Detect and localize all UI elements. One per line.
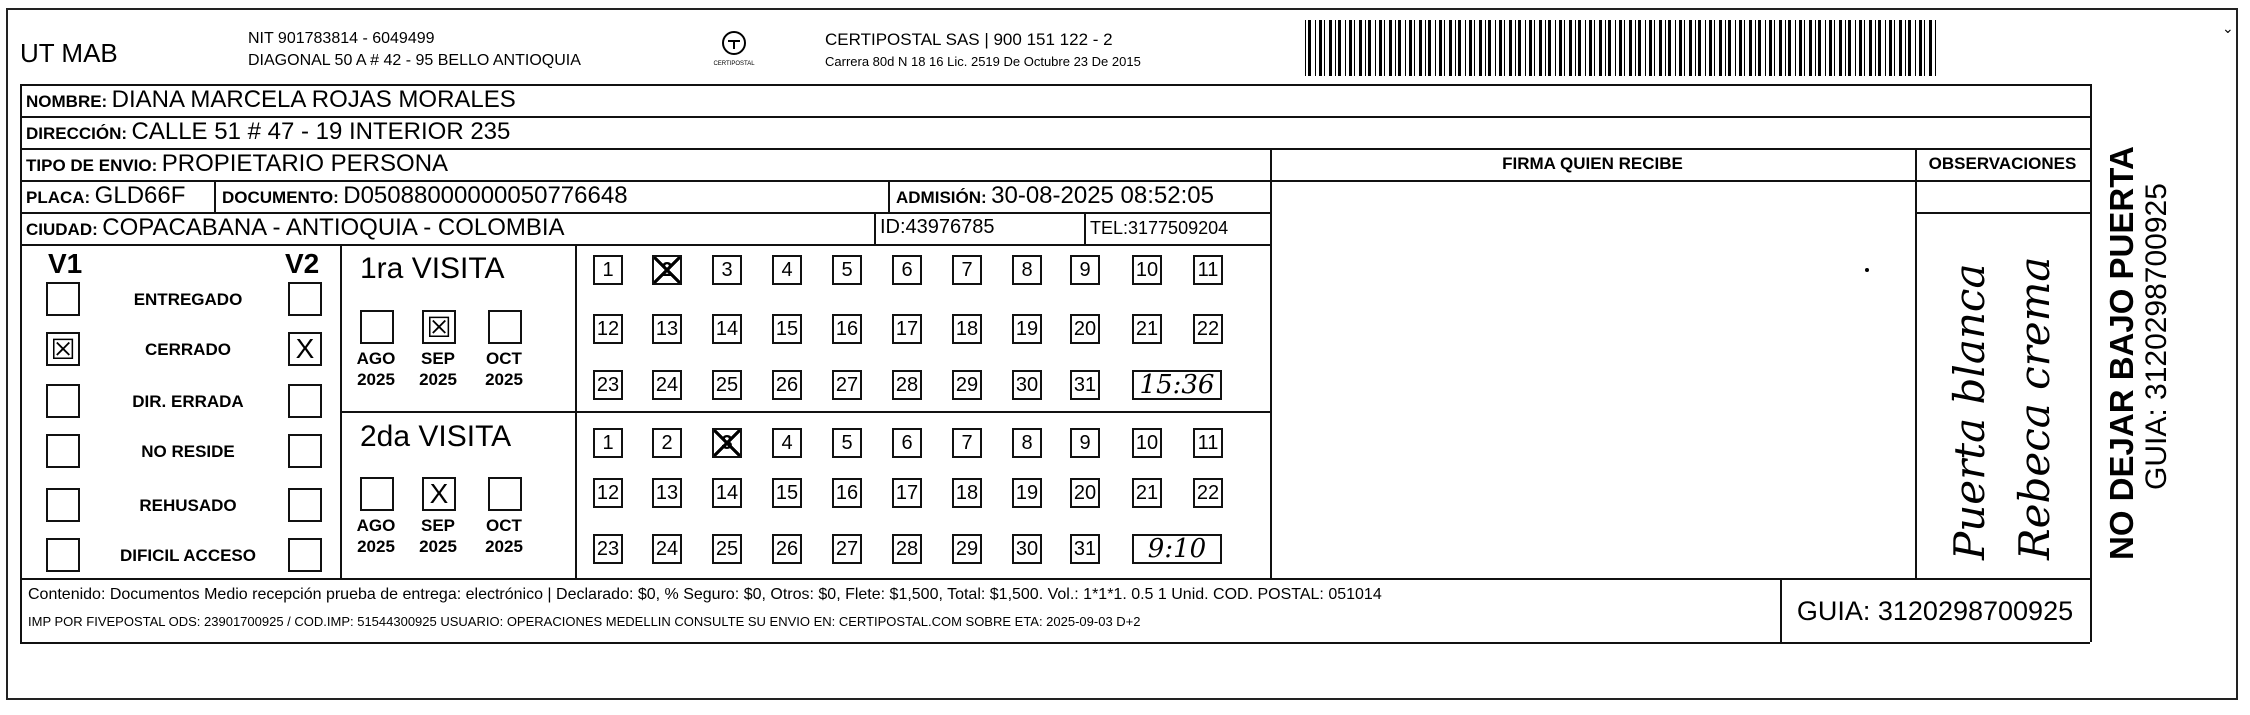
barcode-bar	[1529, 20, 1532, 76]
direccion-value: CALLE 51 # 47 - 19 INTERIOR 235	[131, 118, 511, 145]
barcode-bar	[1619, 20, 1622, 76]
day-box[interactable]: 9	[1070, 428, 1100, 458]
barcode-bar	[1929, 20, 1932, 76]
day-box[interactable]: 16	[832, 314, 862, 344]
month-label: OCT 2025	[485, 516, 523, 556]
visit1-title: 1ra VISITA	[360, 252, 505, 285]
month-checkbox[interactable]: X	[422, 477, 456, 511]
barcode-bar	[1834, 20, 1835, 76]
barcode-bar	[1878, 20, 1881, 76]
v2-checkbox[interactable]	[288, 538, 322, 572]
barcode-bar	[1869, 20, 1872, 76]
barcode-bar	[1384, 20, 1385, 76]
day-box[interactable]: 9	[1070, 255, 1100, 285]
day-box[interactable]: 11	[1193, 428, 1223, 458]
admision-label: ADMISIÓN:	[896, 188, 987, 207]
barcode-bar	[1608, 20, 1611, 76]
barcode	[1305, 20, 1940, 76]
placa-value: GLD66F	[94, 182, 186, 209]
v1-checkbox[interactable]	[46, 434, 80, 468]
status-label: NO RESIDE	[141, 442, 235, 461]
day-box[interactable]: 22	[1193, 478, 1223, 508]
certipostal-logo: CERTIPOSTAL	[710, 30, 758, 67]
documento-value: D05088000000050776648	[343, 182, 628, 209]
barcode-bar	[1659, 20, 1662, 76]
barcode-bar	[1848, 20, 1851, 76]
barcode-bar	[1594, 20, 1595, 76]
corner-mark: ⌄	[2222, 20, 2234, 36]
ciudad-value: COPACABANA - ANTIOQUIA - COLOMBIA	[102, 214, 565, 241]
day-box[interactable]: 4	[772, 255, 802, 285]
barcode-bar	[1435, 20, 1436, 76]
day-box[interactable]: 13	[652, 314, 682, 344]
day-box[interactable]: 12	[593, 478, 623, 508]
barcode-bar	[1815, 20, 1816, 76]
day-box[interactable]: 26	[772, 370, 802, 400]
placa-label: PLACA:	[26, 188, 91, 207]
barcode-bar	[1799, 20, 1802, 76]
day-box[interactable]: 24	[652, 370, 682, 400]
side-guia: GUIA: 3120298700925	[2140, 183, 2173, 490]
barcode-bar	[1458, 20, 1461, 76]
barcode-bar	[1709, 20, 1712, 76]
observacion-line-1: Puerta blanca	[1945, 263, 1994, 560]
day-box[interactable]: 29	[952, 370, 982, 400]
barcode-bar	[1818, 20, 1821, 76]
day-box[interactable]: 14	[712, 314, 742, 344]
barcode-bar	[1649, 20, 1652, 76]
barcode-bar	[1875, 20, 1876, 76]
v1-checkbox[interactable]: ☒	[46, 332, 80, 366]
day-box[interactable]: 28	[892, 370, 922, 400]
barcode-bar	[1744, 20, 1745, 76]
day-box[interactable]: 8	[1012, 255, 1042, 285]
nombre-value: DIANA MARCELA ROJAS MORALES	[111, 86, 516, 113]
barcode-bar	[1749, 20, 1752, 76]
day-box[interactable]: 19	[1012, 314, 1042, 344]
barcode-bar	[1855, 20, 1856, 76]
day-box[interactable]: 10	[1132, 428, 1162, 458]
day-box[interactable]: 6	[892, 255, 922, 285]
month-checkbox[interactable]	[488, 477, 522, 511]
day-box[interactable]: 7	[952, 255, 982, 285]
barcode-bar	[1864, 20, 1865, 76]
barcode-bar	[1548, 20, 1551, 76]
status-label: DIFICIL ACCESO	[119, 546, 256, 565]
barcode-bar	[1654, 20, 1655, 76]
footer-content: Contenido: Documentos Medio recepción prueba de entrega: electrónico | Declarado: $0, % Seguro: $0, Otros: $0, Flete: $1,500, Total: $1,500. Vol.: 1*1*1. 0.5 1 Unid. COD. POSTAL: 051014	[28, 586, 1382, 603]
barcode-bar	[1935, 20, 1936, 76]
day-box[interactable]: 17	[892, 478, 922, 508]
day-box[interactable]: 27	[832, 534, 862, 564]
barcode-bar	[1705, 20, 1706, 76]
month-label: AGO 2025	[356, 516, 396, 556]
day-box[interactable]: 25	[712, 370, 742, 400]
barcode-bar	[1395, 20, 1396, 76]
day-box[interactable]: 11	[1193, 255, 1223, 285]
month-label: SEP 2025	[419, 516, 457, 556]
day-box[interactable]: 13	[652, 478, 682, 508]
barcode-bar	[1409, 20, 1412, 76]
barcode-bar	[1428, 20, 1431, 76]
day-box[interactable]: 29	[952, 534, 982, 564]
tipo-value: PROPIETARIO PERSONA	[161, 150, 449, 177]
month-label: AGO 2025	[356, 349, 396, 389]
barcode-bar	[1924, 20, 1925, 76]
barcode-bar	[1308, 20, 1311, 76]
barcode-bar	[1444, 20, 1445, 76]
barcode-bar	[1668, 20, 1671, 76]
day-box[interactable]: 21	[1132, 478, 1162, 508]
barcode-bar	[1714, 20, 1715, 76]
day-box[interactable]: 17	[892, 314, 922, 344]
barcode-bar	[1899, 20, 1902, 76]
barcode-bar	[1414, 20, 1415, 76]
barcode-bar	[1359, 20, 1362, 76]
day-box[interactable]: 10	[1132, 255, 1162, 285]
barcode-bar	[1769, 20, 1772, 76]
time-box[interactable]: 15:36	[1132, 370, 1222, 400]
barcode-bar	[1605, 20, 1606, 76]
barcode-bar	[1488, 20, 1491, 76]
firma-header: FIRMA QUIEN RECIBE	[1502, 154, 1683, 173]
barcode-bar	[1525, 20, 1526, 76]
barcode-bar	[1509, 20, 1512, 76]
v1-header: V1	[48, 248, 83, 279]
day-box[interactable]: 20	[1070, 314, 1100, 344]
signature-dot	[1865, 268, 1869, 272]
barcode-bar	[1599, 20, 1602, 76]
barcode-bar	[1389, 20, 1392, 76]
barcode-bar	[1905, 20, 1906, 76]
barcode-bar	[1555, 20, 1556, 76]
day-box[interactable]: 18	[952, 478, 982, 508]
barcode-bar	[1545, 20, 1546, 76]
barcode-bar	[1635, 20, 1636, 76]
barcode-bar	[1885, 20, 1886, 76]
observacion-line-2: Rebeca crema	[2010, 256, 2059, 560]
day-box[interactable]: 16	[832, 478, 862, 508]
barcode-bar	[1504, 20, 1505, 76]
barcode-bar	[1354, 20, 1355, 76]
barcode-bar	[1765, 20, 1766, 76]
barcode-bar	[1515, 20, 1516, 76]
barcode-bar	[1839, 20, 1842, 76]
day-box[interactable]: 30	[1012, 534, 1042, 564]
day-box[interactable]: 27	[832, 370, 862, 400]
day-box[interactable]: 18	[952, 314, 982, 344]
day-box[interactable]: 3	[712, 255, 742, 285]
barcode-bar	[1405, 20, 1406, 76]
status-label: DIR. ERRADA	[132, 392, 244, 411]
day-box[interactable]: 1	[593, 428, 623, 458]
month-checkbox[interactable]: ☒	[422, 310, 456, 344]
day-box[interactable]: 14	[712, 478, 742, 508]
barcode-bar	[1785, 20, 1786, 76]
day-box[interactable]: 22	[1193, 314, 1223, 344]
barcode-bar	[1324, 20, 1325, 76]
barcode-bar	[1735, 20, 1736, 76]
v2-checkbox[interactable]	[288, 384, 322, 418]
barcode-bar	[1499, 20, 1502, 76]
footer-print-info: IMP POR FIVEPOSTAL ODS: 23901700925 / COD.IMP: 51544300925 USUARIO: OPERACIONES MEDELLIN CONSULTE SU ENVIO EN: CERTIPOSTAL.COM SOBRE ETA: 2025-09-03 D+2	[28, 614, 1141, 629]
direccion-label: DIRECCIÓN:	[26, 124, 128, 143]
v1-checkbox[interactable]	[46, 488, 80, 522]
barcode-bar	[1829, 20, 1832, 76]
barcode-bar	[1495, 20, 1496, 76]
barcode-bar	[1398, 20, 1401, 76]
barcode-bar	[1795, 20, 1796, 76]
barcode-bar	[1455, 20, 1456, 76]
id-value: ID:43976785	[880, 216, 995, 238]
tel-value: TEL:3177509204	[1090, 218, 1229, 238]
day-box[interactable]: 28	[892, 534, 922, 564]
barcode-bar	[1908, 20, 1911, 76]
barcode-bar	[1338, 20, 1341, 76]
barcode-bar	[1629, 20, 1632, 76]
barcode-bar	[1695, 20, 1696, 76]
certipostal-logo-icon	[719, 30, 749, 56]
side-warning: NO DEJAR BAJO PUERTA	[2103, 146, 2140, 560]
barcode-bar	[1725, 20, 1726, 76]
barcode-bar	[1518, 20, 1521, 76]
barcode-bar	[1779, 20, 1782, 76]
barcode-bar	[1755, 20, 1756, 76]
documento-label: DOCUMENTO:	[222, 188, 339, 207]
day-box[interactable]: 12	[593, 314, 623, 344]
day-box[interactable]: 3	[712, 428, 742, 458]
ciudad-label: CIUDAD:	[26, 220, 98, 239]
barcode-bar	[1689, 20, 1692, 76]
barcode-bar	[1368, 20, 1371, 76]
day-box[interactable]: 15	[772, 314, 802, 344]
status-label: ENTREGADO	[133, 290, 243, 309]
observaciones-header: OBSERVACIONES	[1928, 154, 2077, 173]
barcode-bar	[1569, 20, 1572, 76]
barcode-bar	[1645, 20, 1646, 76]
barcode-bar	[1349, 20, 1352, 76]
barcode-bar	[1698, 20, 1701, 76]
barcode-bar	[1315, 20, 1316, 76]
visit2-title: 2da VISITA	[360, 420, 512, 453]
company-nit: NIT 901783814 - 6049499	[248, 30, 435, 47]
v2-header: V2	[285, 248, 320, 279]
month-checkbox[interactable]	[360, 477, 394, 511]
courier-name: CERTIPOSTAL SAS | 900 151 122 - 2	[825, 30, 1113, 49]
footer-guia: GUIA: 3120298700925	[1796, 596, 2074, 626]
v1-checkbox[interactable]	[46, 538, 80, 572]
v2-checkbox[interactable]	[288, 434, 322, 468]
day-box[interactable]: 30	[1012, 370, 1042, 400]
barcode-bar	[1665, 20, 1666, 76]
barcode-bar	[1578, 20, 1581, 76]
day-box[interactable]: 19	[1012, 478, 1042, 508]
status-label: CERRADO	[145, 340, 231, 359]
month-checkbox[interactable]	[488, 310, 522, 344]
day-box[interactable]: 31	[1070, 534, 1100, 564]
day-box[interactable]: 2	[652, 428, 682, 458]
status-label: REHUSADO	[139, 496, 237, 515]
barcode-bar	[1719, 20, 1722, 76]
barcode-bar	[1534, 20, 1535, 76]
barcode-bar	[1345, 20, 1346, 76]
barcode-bar	[1919, 20, 1922, 76]
company-name: UT MAB	[20, 38, 118, 68]
v2-checkbox[interactable]: X	[288, 332, 322, 366]
v2-checkbox[interactable]	[288, 488, 322, 522]
day-box[interactable]: 20	[1070, 478, 1100, 508]
barcode-bar	[1474, 20, 1475, 76]
time-box[interactable]: 9:10	[1132, 534, 1222, 564]
day-box[interactable]: 24	[652, 534, 682, 564]
month-label: SEP 2025	[419, 349, 457, 389]
day-box[interactable]: 5	[832, 428, 862, 458]
barcode-bar	[1559, 20, 1562, 76]
day-box[interactable]: 8	[1012, 428, 1042, 458]
barcode-bar	[1469, 20, 1472, 76]
barcode-bar	[1774, 20, 1775, 76]
barcode-bar	[1439, 20, 1442, 76]
tipo-label: TIPO DE ENVIO:	[26, 156, 158, 175]
day-box[interactable]: 6	[892, 428, 922, 458]
day-box[interactable]: 23	[593, 370, 623, 400]
barcode-bar	[1329, 20, 1332, 76]
barcode-bar	[1425, 20, 1426, 76]
day-box[interactable]: 5	[832, 255, 862, 285]
v1-checkbox[interactable]	[46, 384, 80, 418]
barcode-bar	[1859, 20, 1862, 76]
day-box[interactable]: 25	[712, 534, 742, 564]
barcode-bar	[1684, 20, 1685, 76]
day-box[interactable]: 31	[1070, 370, 1100, 400]
company-address: DIAGONAL 50 A # 42 - 95 BELLO ANTIOQUIA	[248, 52, 581, 69]
barcode-bar	[1788, 20, 1791, 76]
barcode-bar	[1675, 20, 1676, 76]
v1-checkbox[interactable]	[46, 282, 80, 316]
v2-checkbox[interactable]	[288, 282, 322, 316]
day-box[interactable]: 26	[772, 534, 802, 564]
barcode-bar	[1758, 20, 1761, 76]
barcode-bar	[1825, 20, 1826, 76]
barcode-bar	[1845, 20, 1846, 76]
barcode-bar	[1319, 20, 1322, 76]
barcode-bar	[1638, 20, 1641, 76]
nombre-label: NOMBRE:	[26, 92, 108, 111]
month-checkbox[interactable]	[360, 310, 394, 344]
barcode-bar	[1305, 20, 1306, 76]
month-label: OCT 2025	[485, 349, 523, 389]
barcode-bar	[1485, 20, 1486, 76]
barcode-bar	[1465, 20, 1466, 76]
courier-address: Carrera 80d N 18 16 Lic. 2519 De Octubre 23 De 2015	[825, 54, 1141, 69]
barcode-bar	[1624, 20, 1625, 76]
barcode-bar	[1575, 20, 1576, 76]
barcode-bar	[1809, 20, 1812, 76]
barcode-bar	[1365, 20, 1366, 76]
barcode-bar	[1449, 20, 1452, 76]
barcode-bar	[1915, 20, 1916, 76]
barcode-bar	[1419, 20, 1422, 76]
day-box[interactable]: 2	[652, 255, 682, 285]
barcode-bar	[1894, 20, 1895, 76]
day-box[interactable]: 23	[593, 534, 623, 564]
barcode-bar	[1679, 20, 1682, 76]
barcode-bar	[1375, 20, 1376, 76]
barcode-bar	[1379, 20, 1382, 76]
barcode-bar	[1585, 20, 1586, 76]
barcode-bar	[1539, 20, 1542, 76]
barcode-bar	[1564, 20, 1565, 76]
day-box[interactable]: 15	[772, 478, 802, 508]
admision-value: 30-08-2025 08:52:05	[991, 182, 1214, 209]
barcode-bar	[1589, 20, 1592, 76]
barcode-bar	[1804, 20, 1805, 76]
barcode-bar	[1615, 20, 1616, 76]
barcode-bar	[1728, 20, 1731, 76]
day-box[interactable]: 21	[1132, 314, 1162, 344]
barcode-bar	[1335, 20, 1336, 76]
barcode-bar	[1739, 20, 1742, 76]
day-box[interactable]: 4	[772, 428, 802, 458]
day-box[interactable]: 1	[593, 255, 623, 285]
barcode-bar	[1479, 20, 1482, 76]
day-box[interactable]: 7	[952, 428, 982, 458]
barcode-bar	[1889, 20, 1892, 76]
